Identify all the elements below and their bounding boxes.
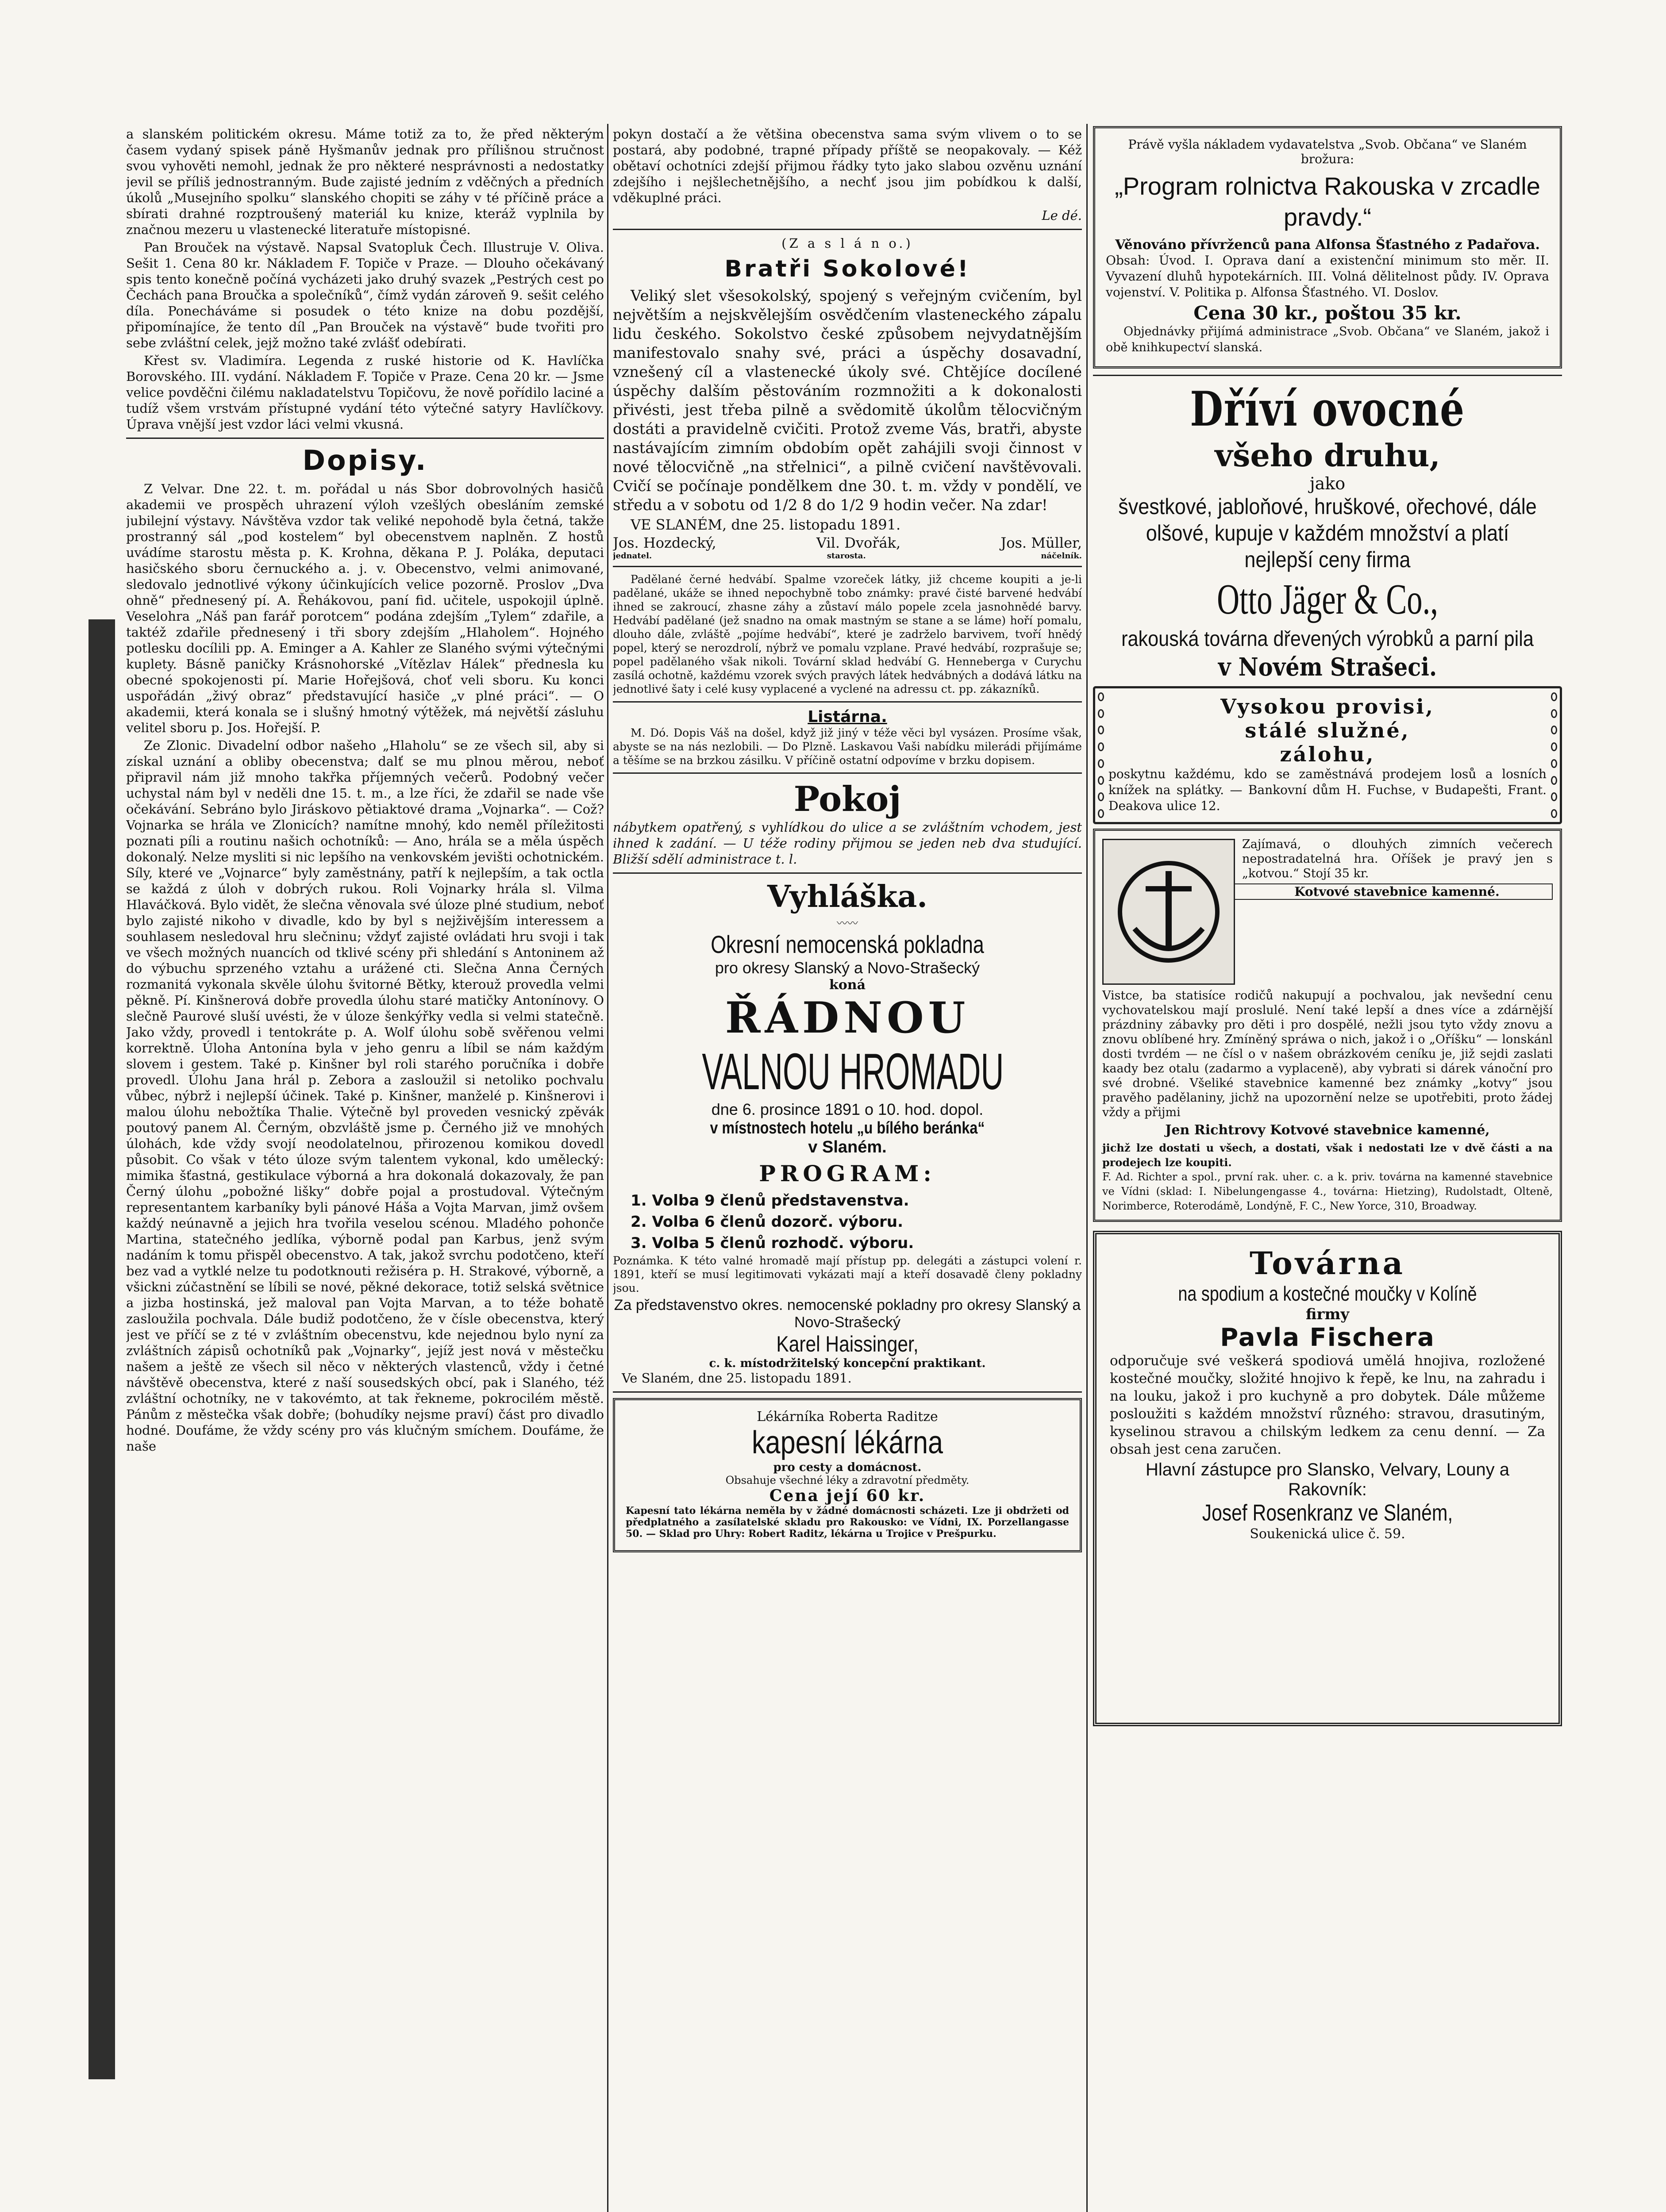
listarna-body: M. Dó. Dopis Váš na došel, když již jiný v téže věci byl vysázen. Prosíme však, abyste se na nás nezlobili. — Do Plzně. Laskavou Vaši nabídku milerádi přijímáme a těšíme se na brzkou zásilku. V příčině ostatní odpovíme v brzku dopisem. xyxy=(613,726,1082,767)
wood-types: švestkové, jabloňové, hruškové, ořechové, dále olšové, kupuje v každém množství a platí nejlepší ceny firma xyxy=(1118,494,1537,572)
fischer-body: odporučuje své veškerá spodiová umělá hnojiva, rozložené kostečné moučky, složité hnojivo k řepě, ke lnu, na zahradu i na louku, jakož i pro kuchyně a pro dobytek. Dále můžeme posloužiti s každém množství různého: stravou, drasutiným, kyselinou stravou a chilským ledkem za cenu denní. — Za obsah jest cena zaručen. xyxy=(1110,1353,1545,1457)
sokol-place-date: VE SLANÉM, dne 25. listopadu 1891. xyxy=(631,516,901,533)
poznamka-note: Poznámka. K této valné hromadě mají přístup pp. delegáti a zástupci volení r. 1891, kteří se musí legitimovati vykázati mají a kteří dosavadě členy pokladny jsou. xyxy=(613,1254,1082,1294)
fischer-name: Pavla Fischera xyxy=(1220,1323,1435,1352)
pokoj-body: nábytkem opatřený, s vyhlídkou do ulice a se zvláštním vchodem, jest ihned k zadání. — U téže rodiny přijmou se jeden neb dva studující. Bližší sdělí administrace t. l. xyxy=(613,820,1082,867)
radnou-heading: ŘÁDNOU xyxy=(725,993,970,1043)
brochure-intro: Právě vyšla nákladem vydavatelstva „Svob. Občana“ ve Slaném brožura: xyxy=(1128,137,1527,166)
column-rule-1 xyxy=(607,124,608,2212)
sokol-heading: Bratři Sokolové! xyxy=(724,256,970,282)
raditz-subtitle: pro cesty a domácnost. xyxy=(773,1461,922,1474)
book-review-vladimir: Křest sv. Vladimíra. Legenda z ruské historie od K. Havlíčka Borovského. III. vydání. Nákladem F. Topiče v Praze. Cena 20 kr. — Jsme velice povděčni čilému nakladatelstvu Topičovu, že nově pořídilo laciné a tudíž všem vrstvám přístupné vydání této výtečné satyry Havlíčkovy. Úprava vnější jest vzdor láci velmi vkusná. xyxy=(126,353,604,432)
jager-factory: rakouská továrna dřevených výrobků a parní pila xyxy=(1121,627,1534,651)
pokladna-name: Okresní nemocenská pokladna xyxy=(711,930,984,958)
meeting-venue: v místnostech hotelu „u bílého beránka“ xyxy=(710,1119,985,1137)
meeting-notice-date: Ve Slaném, dne 25. listopadu 1891. xyxy=(622,1371,852,1386)
intro-paragraph: a slanském politickém okresu. Máme totiž za to, že před některým časem vydaný spisek páně Hyšmanův jednak pro přílišnou stručnost svou vyhověti nemohl, jednak že pro některé nesprávnosti a nedostatky jevil se příliš jednostranným. Bude zajisté jedním z vděčných a předních úkolů „Musejního spolku“ slanského chopiti se záhy v té příčině práce a sbírati drahné rozptroušený materiál ku knize, kteráž vyplnila by značnou mezeru u vlastenecké literatuře místopisné. xyxy=(126,127,604,237)
signature-hozdecky: Jos. Hozdecký, xyxy=(613,534,716,551)
haissinger-name: Karel Haissinger, xyxy=(776,1332,919,1356)
column-rule-2 xyxy=(1086,124,1088,2212)
raditz-note: Kapesní tato lékárna neměla by v žádné domácnosti scházeti. Lze ji obdržeti od předplatného a zasílatelské skladu pro Rakousko: ve Vídni, IX. Porzellangasse 50. — Sklad pro Uhry: Robert Raditz, lékárna u Trojice v Prešpurku. xyxy=(626,1505,1069,1540)
brochure-contents: Obsah: Úvod. I. Oprava daní a existenční minimum sto měr. II. Vyvazení dluhů hypotekárních. III. Volná dělitelnost půdy. IV. Oprava vojenství. V. Politika p. Alfonsa Šťastného. VI. Doslov. xyxy=(1106,253,1549,300)
kotvove-label: Kotvové stavebnice kamenné. xyxy=(1102,883,1553,900)
sokol-roles xyxy=(613,551,1082,561)
fuchs-body: poskytnu každému, kdo se zaměstnává prodejem losů a losních knížek na splátky. — Bankovní dům H. Fuchse, v Budapešti, Frant. Deakova ulice 12. xyxy=(1108,767,1547,813)
zaslano-label: (Z a s l á n o.) xyxy=(781,236,913,251)
binding-shadow xyxy=(88,619,115,2079)
raditz-price: Cena její 60 kr. xyxy=(769,1486,926,1505)
fischer-advert xyxy=(1093,1231,1562,1726)
column-middle: pokyn dostačí a že většina obecenstva sama svým vlivem o to se postará, aby podobné, trapné případy příště se neopakovaly. — Kéž obětaví ochotníci zdejší přijmou řádky tyto jako slabou ozvěnu uznání zdejšího i nejšlechetnějšího, a nechť jsou jim pobídkou k další, vděkuplné práci. Le dé. (Z a s l á n o.) Bratři Sokolové! Veliký slet všesokolský, spojený s veřejným cvičením, byl největším a nejskvělejším osvědčením vlasteneckého zápalu lidu českého. Sokolstvo české způsobem nejvydatnějším manifestovalo snahy své, práci a úspěchy dosavadní, vznešený cíl a vlastenecké úkoly své. Chtějíce docílené úspěchy dalším pěstováním rozmnožiti a k dokonalosti přivésti, jest třeba pilně a svědomitě úkolům tělocvičným dostáti a pravidelně cvičiti. Protož zveme Vás, bratři, abyste nastávajícím zimním obdobím opět zahájili svoji činnost v nové tělocvičně „na střelnici“, a pilně cvičení navštěvovali. Cvičí se počínaje pondělkem dne 30. t. m. vždy v pondělí, ve středu a v sobotu od 1/2 8 do 1/2 9 hodin večer. Na zdar! VE SLANÉM, dne 25. listopadu 1891. Jos. Hozdecký, Vil. Dvořák, Jos. Müller, jednatel. starosta. náčelník. Padělané černé hedvábí. Spalme vzoreček látky, již chceme koupiti a je-li padělané, ukáže se ihned nepochybně tobo známky: pravé čisté barvené hedvábí ihned se zakroucí, zhasne záhy a zůstaví málo popele zcela jasnohnědé barvy. Hedvábí padělané (jež snadno na omak mastným se stane a se láme) hoří pomalu, dlouho dále, zvláště „pojíme hedvábí“, které je zadrželo barvivem, tvoří hnědý popel, který se nerozdrolí, nýbrž ve pomalu vzplane. Pravé hedvábí, rozprašuje se; popel padělaného však nikoli. Tovární sklad hedvábí G. Henneberga v Curychu zasílá ochotně, každému vzorek svých pravých látek hedvábných a dodává látku na jednotlivé šaty i celé kusy vyplacené a vyclené na adressu ct. pp. zákazníků. Listárna. M. Dó. Dopis Váš na došel, když již jiný v téže věci byl vysázen. Prosíme však, abyste se na nás nezlobili. — Do Plzně. Laskavou Vaši nabídku milerádi přijímáme a těšíme se na brzkou zásilku. V příčině ostatní odpovíme v brzku dopisem. Pokoj nábytkem opatřený, s vyhlídkou do ulice a se zvláštním vchodem, jest ihned k zadání. — U téže rodiny přijmou se jeden neb dva studující. Bližší sdělí administrace t. l. Vyhláška. 〰〰 Okresní nemocenská pokladna pro okresy Slanský a Novo-Strašecký koná ŘÁDNOU VALNOU HROMADU dne 6. prosince 1891 o 10. hod. dopol. v místnostech hotelu „u bílého beránka“ v Slaném. PROGRAM: 1. Volba 9 členů představenstva. 2. Volba 6 členů dozorč. výboru. 3. Volba 5 členů rozhodč. výboru. Poznámka. K této valné hromadě mají přístup pp. delegáti a zástupci volení r. 1891, kteří se musí legitimovati vykázati mají a kteří dosavadě členy pokladny jsou. Za představenstvo okres. nemocenské pokladny pro okresy Slanský a Novo-Strašecký Karel Haissinger, c. k. místodržitelský koncepční praktikant. Ve Slaném, dne 25. listopadu 1891. Lékárníka Roberta Raditze kapesní lékárna pro cesty a domácnost. Obsahuje všechné léky a zdravotní předměty. Cena její 60 kr. Kapesní tato lékárna neměla by v žádné domácnosti scházeti. Lze ji obdržeti od předplatného a zasílatelské skladu pro Rakousko: ve Vídni, IX. Porzellangasse 50. — Sklad pro Uhry: Robert Raditz, lékárna u Trojice v Prešpurku. xyxy=(613,126,1082,2212)
program-item: 3. Volba 5 členů rozhodč. výboru. xyxy=(631,1234,914,1252)
divider xyxy=(613,872,1082,874)
fischer-product: na spodium a kostečné moučky v Kolíně xyxy=(1178,1282,1477,1305)
brochure-price: Cena 30 kr., poštou 35 kr. xyxy=(1193,302,1462,324)
haissinger-role: c. k. místodržitelský koncepční praktikant. xyxy=(709,1357,986,1370)
signature-muller: Jos. Müller, xyxy=(1000,534,1082,551)
rosenkranz-address: Soukenická ulice č. 59. xyxy=(1250,1526,1405,1542)
signature-dvorak: Vil. Dvořák, xyxy=(816,534,901,551)
column-right xyxy=(1093,126,1562,2212)
book-review-broucek: Pan Brouček na výstavě. Napsal Svatopluk Čech. Illustruje V. Oliva. Sešit 1. Cena 80 kr. Nákladem F. Topiče v Praze. — Dlouho očekávaný spis tento konečně počíná vycházeti jako druhý svazek „Pestrých cest po Čechách pana Broučka a společníků“, čímž vydán zároveň 9. sešit celého díla. Ponecháváme si posudek o této knize na dobu pozdější, připomínajíce, že tento díl „Pan Brouček na výstavě“ bude tvořiti pro sebe zvláštní celek, jejž možno také zvlášť odebírati. xyxy=(126,240,604,350)
rosenkranz-name: Josef Rosenkranz ve Slaném, xyxy=(1202,1500,1453,1526)
pokladna-districts: pro okresy Slanský a Novo-Strašecký xyxy=(715,959,980,977)
silk-advert: Padělané černé hedvábí. Spalme vzoreček látky, již chceme koupiti a je-li padělané, ukáže se ihned nepochybně tobo známky: pravé čisté barvené hedvábí ihned se zakroucí, zhasne záhy a zůstaví málo popele zcela jasnohnědé barvy. Hedvábí padělané (jež snadno na omak mastným se stane a se láme) hoří pomalu, dlouho dále, zvláště „pojíme hedvábí“, které je zadrželo barvivem, tvoří hnědý popel, který se nerozdrolí, nýbrž ve pomalu vzplane. Pravé hedvábí, rozprašuje se; popel padělaného však nikoli. Tovární sklad hedvábí G. Henneberga v Curychu zasílá ochotně, každému vzorek svých pravých látek hedvábných a dodává látku na jednotlivé šaty i celé kusy vyplacené a vyclené na adressu ct. pp. zákazníků. xyxy=(613,573,1082,695)
program-item: 1. Volba 9 členů představenstva. xyxy=(631,1192,909,1210)
fuchs-line-3: zálohu, xyxy=(1280,742,1375,766)
sokol-signatures xyxy=(613,534,1082,551)
raditz-pharmacist: Lékárníka Roberta Raditze xyxy=(757,1409,938,1425)
valna-hromada-heading: VALNOU HROMADU xyxy=(702,1043,1004,1100)
driwi-subheading: všeho druhu, xyxy=(1215,437,1440,474)
richter-body: Vistce, ba statisíce rodičů nakupují a pochvalou, jak nevšední cenu vychovatelskou mají proslulé. Není také lepší a dnes více a zdárnější prázdniny zábavky pro děti i pro dospělé, nežli jsou tyto vždy znovu a znovu oblíbené hry. Zmíněný spráwa o nich, jakož i o „Oříšku“ — lonskánl dosti tvrdém — ne čísl o v našem obrázkovém ceníku je, již sejdi zaslati kaady bez otalu (zadarmo a vyplaceně), aby vybrati si dárek vánoční pro své drobné. Všeliké stavebnice kamenné bez známky „kotvy“ jsou pravěho padělaniny, jichž na upozornění nelze se upotřebiti, proto žádej vždy a přijmi xyxy=(1102,989,1553,1119)
fuchs-line-1: Vysokou provisi, xyxy=(1220,695,1435,718)
divider xyxy=(613,566,1082,567)
divider xyxy=(1093,375,1562,376)
section-heading-dopisy: Dopisy. xyxy=(302,444,428,476)
divider xyxy=(613,229,1082,230)
raditz-title: kapesní lékárna xyxy=(751,1425,943,1460)
richter-only: Jen Richtrovy Kotvové stavebnice kamenné, xyxy=(1165,1122,1490,1138)
continued-text: pokyn dostačí a že většina obecenstva sama svým vlivem o to se postará, aby podobné, trapné případy příště se neopakovaly. — Kéž obětaví ochotníci zdejší přijmou řádky tyto jako slabou ozvěnu uznání zdejšího i nejšlechetnějšího, a nechť jsou jim pobídkou k další, vděkuplné práci. xyxy=(613,127,1082,205)
vyhlaska-heading: Vyhláška. xyxy=(767,879,927,914)
divider xyxy=(126,438,604,439)
board-signoff: Za představenstvo okres. nemocenské pokladny pro okresy Slanský a Novo-Strašecký xyxy=(614,1297,1081,1331)
divider xyxy=(613,772,1082,774)
jako-label: jako xyxy=(1309,474,1346,493)
brochure-orders: Objednávky přijímá administrace „Svob. Občana“ ve Slaném, jakož i obě knihkupectví slanská. xyxy=(1106,325,1549,354)
kona-label: koná xyxy=(829,977,866,993)
program-heading: PROGRAM: xyxy=(759,1160,936,1187)
column-left xyxy=(126,126,604,2212)
sokol-appeal: Veliký slet všesokolský, spojený s veřejným cvičením, byl největším a nejskvělejším osvědčením vlasteneckého zápalu lidu českého. Sokolstvo české způsobem nejvydatnějším manifestovalo snahy své, práci a úspěchy dosavadní, vznešený cíl a vlastenecké úkoly své. Chtějíce docílené úspěchy dalším pěstováním rozmnožiti a k dokonalosti přivésti, jest třeba pilně a svědomitě úkolům tělocvičným dostáti a pravidelně cvičiti. Protož zveme Vás, bratři, abyste nastávajícím zimním obdobím opět zahájili svoji činnost v nové tělocvičně „na střelnici“, a pilně cvičení navštěvovali. Cvičí se počínaje pondělkem dne 30. t. m. vždy v pondělí, ve středu a v sobotu od 1/2 8 do 1/2 9 hodin večer. Na zdar! xyxy=(613,287,1082,514)
brochure-title: „Program rolnictva Rakouska v zrcadle pravdy.“ xyxy=(1115,172,1540,231)
meeting-date: dne 6. prosince 1891 o 10. hod. dopol. xyxy=(711,1100,984,1118)
raditz-contents: Obsahuje všechné léky a zdravotní předměty. xyxy=(725,1474,970,1486)
divider xyxy=(613,1391,1082,1393)
role-jednatel: jednatel. xyxy=(613,551,652,561)
divider xyxy=(613,701,1082,703)
fischer-firmy: firmy xyxy=(1305,1306,1350,1323)
richter-firm: F. Ad. Richter a spol., první rak. uher. c. a k. priv. továrna na kamenné stavebnice ve Vídni (sklad: I. Nibelungengasse 4., továrna: Hietzing), Rudolstadt, Olteně, Norimberce, Roterodámě, Londýně, F. C., New Yorce, 310, Broadway. xyxy=(1102,1171,1553,1212)
letter-zlonice: Ze Zlonic. Divadelní odbor našeho „Hlaholu“ se ze všech sil, aby si získal uznání a obliby obecenstva; dalť se mu plnou měrou, neboť připravil nám již mnoho takřka příjemných večerů. Podobný večer uchystal nám byl v neděli dne 15. t. m., a lze říci, že zdařil se nade vše očekávání. Sebráno bylo Jiráskovo pětiaktové drama „Vojnarka“. — Což? Vojnarka se hrála ve Zlonicích? namítne mnohý, kdo neměl příležitosti poznati píli a routinu našich ochotníků: — Ano, hrála se a měla úspěch dokonalý. Nelze mysliti si nic lepšího na venkovském jevišti ochotnickém. Síly, které ve „Vojnarce“ byly zaměstnány, patří k nejlepším, a tak octla se každá z úloh v dobrých rukou. Roli Vojnarky hrála sl. Vilma Hlaváčková. Bylo vidět, že slečna věnovala své úloze plné studium, neboť bylo zajisté nikoho v divadle, kdo by byl s nejživějším interessem a souhlasem nesledoval hru slečninu; vždyť zajisté ovládati hru svoji i tak ve všech možných nuancích od tklivé scény při shledání s Antoninem až do výbuchu sprzeného vztahu a urážené cti. Slečna Anna Černých rozmanitá vykonala skvěle úlohu švitorné Bětky, kterouž provedla velmi pěkně. Pí. Kinšnerová dobře provedla úlohu staré matičky Antonínovy. O slečně Paurové sluší uvésti, že v úloze šenkýřky vedla si velmi statečně. Jako vždy, provedl i tentokráte p. A. Wolf úlohu sobě svěřenou velmi korrektně. Úloha Antonína byla v jeho genru a líbil se nám každým slovem i gestem. Také p. Kinšner byl roli starého poručníka i dobře provedl. Úlohu Jana hrál p. Zebora a zasloužil si netoliko pochvalu vůbec, nýbrž i nejlepší účinek. Také p. Kinšner, manželé p. Kinšnerovi i malou úlohu nebožtíka Thalie. Výtečně byl proveden vesnický zpěvák poutový panem Al. Černým, obzvláště jsme p. Černého již ve mnohých úlohách, kde vždy svojí neodolatelnou, přirozenou komikou dovedl působit. Co však v této úloze svým talentem vykonal, kdo umělecký: mimika šťastná, gestikulace výborná a hra dokonalá dokazovaly, že pan Černý úlohu „pobožné lišky“ dobře pojal a prostudoval. Výtečným representantem karbaníky byli pánové Háša a Vojta Marvan, jimž ovšem každý neúnavně a jejich hra tvořila veselou scénou. Mladého pohonče Martina, statečného jedlíka, výborně podal pan Karbus, jenž svým nadáním k tomu přispěl obecenstvo. A tak, jakož svrchu podotčeno, kteří bez vad a vytklé nelze tu podotknouti režiséra p. H. Strakové, výborně, a všickni zúčastnění se líbili se nové, pěkné dekorace, totiž selská světnice a jizba hostinská, jež maloval pan Vojta Marvan, a to téže bohatě zasloužila pochvala. Dále budiž podotčeno, že v čísle obecenstva, který jest ve příčí se z té v zvláštním obecenstvu, kde nejednou bylo nyní za zvláštních zápisů ochotníků pak „Vojnarky“, jejíž jest nová v městečku našem a ještě ze všech sil něco v některých vlastenců, vždy i četné návštěvě obecenstva, které z naší sousedských obcí, pak i Slaného, též zvláštní ochotníky, ne v takovémto, at tak řekneme, pokrocilém městě. Pánům z městečka však dobře; (bohudíky nejsme praví) část pro divadlo hodné. Doufáme, že vždy scény pro vás klučným smíchem. Doufáme, že naše xyxy=(126,738,604,1454)
fischer-tovarna: Továrna xyxy=(1250,1245,1405,1282)
signature-le-de: Le dé. xyxy=(1042,208,1082,223)
fuchs-advert xyxy=(1093,686,1562,824)
driwi-heading: Dříví ovocné xyxy=(1190,381,1465,437)
pokoj-heading: Pokoj xyxy=(793,779,901,819)
role-nacelnik: náčelník. xyxy=(1041,551,1082,561)
fuchs-line-2: stálé služné, xyxy=(1245,718,1410,742)
program-list xyxy=(613,1190,1082,1254)
brochure-dedication: Věnováno přívrženců pana Alfonsa Šťastného z Padařova. xyxy=(1115,237,1540,253)
fischer-agent-label: Hlavní zástupce pro Slansko, Velvary, Louny a Rakovník: xyxy=(1146,1460,1509,1499)
anchor-illustration xyxy=(1102,839,1235,985)
role-starosta: starosta. xyxy=(827,551,866,561)
richter-notes: jichž lze dostati u všech, a dostati, však i nedostati lze v dvě části a na prodejech lze koupiti. xyxy=(1102,1141,1553,1169)
brochure-advert xyxy=(1093,126,1562,369)
program-item: 2. Volba 6 členů dozorč. výboru. xyxy=(631,1213,904,1231)
richter-advert xyxy=(1093,829,1562,1222)
meeting-town: v Slaném. xyxy=(808,1138,887,1156)
jager-location: v Novém Strašeci. xyxy=(1218,653,1437,682)
listarna-heading: Listárna. xyxy=(808,708,887,726)
jager-firm: Otto Jäger & Co., xyxy=(1217,576,1438,623)
orisek-text: Zajímavá, o dlouhých zimních večerech nepostradatelná hra. Oříšek je pravý jen s „kotvou.“ Stojí 35 kr. xyxy=(1242,837,1553,880)
raditz-advert xyxy=(613,1398,1082,1552)
letter-velvary: Z Velvar. Dne 22. t. m. pořádal u nás Sbor dobrovolných hasičů akademii ve prospěch uhrazení výloh vzešlých obesláním zemské jubilejní výstavy. Návštěva vzdor tak veliké nepohodě byla četná, takže prostranný sál „pod kostelem“ byl obecenstvem naplněn. Z hostů uvádíme starostu města p. K. Krohna, děkana P. J. Poláka, deputaci hasičského sboru černuckého a. j. v. Obecenstvo, velmi animované, sledovalo jednotlivé výkony účinkujících velice pozorně. Proslov „Dva ohně“ přednesený pí. A. Řehákovou, paní fid. učitele, uspokojil úplně. Veselohra „Náš pan farář porotcem“ podána zdejším „Tylem“ zdařile, a taktéž zdařile přednesený i tři sbory zdejším „Hlaholem“. Hojného potlesku docílili pp. A. Eminger a A. Kahler ze Slaného svými výtečnými kuplety. Básně paničky Krásnohorské „Vítězlav Hálek“ přednesla ku obecné spokojenosti pí. Marie Hořejšová, choť veli sboru. Ku konci uspořádán „živý obraz“ představující hasiče „v plné práci“. — O akademii, která konala se i slušný hmotný výtěžek, má největší zásluhu velitel sboru p. Jos. Hořejší. P. xyxy=(126,481,604,735)
